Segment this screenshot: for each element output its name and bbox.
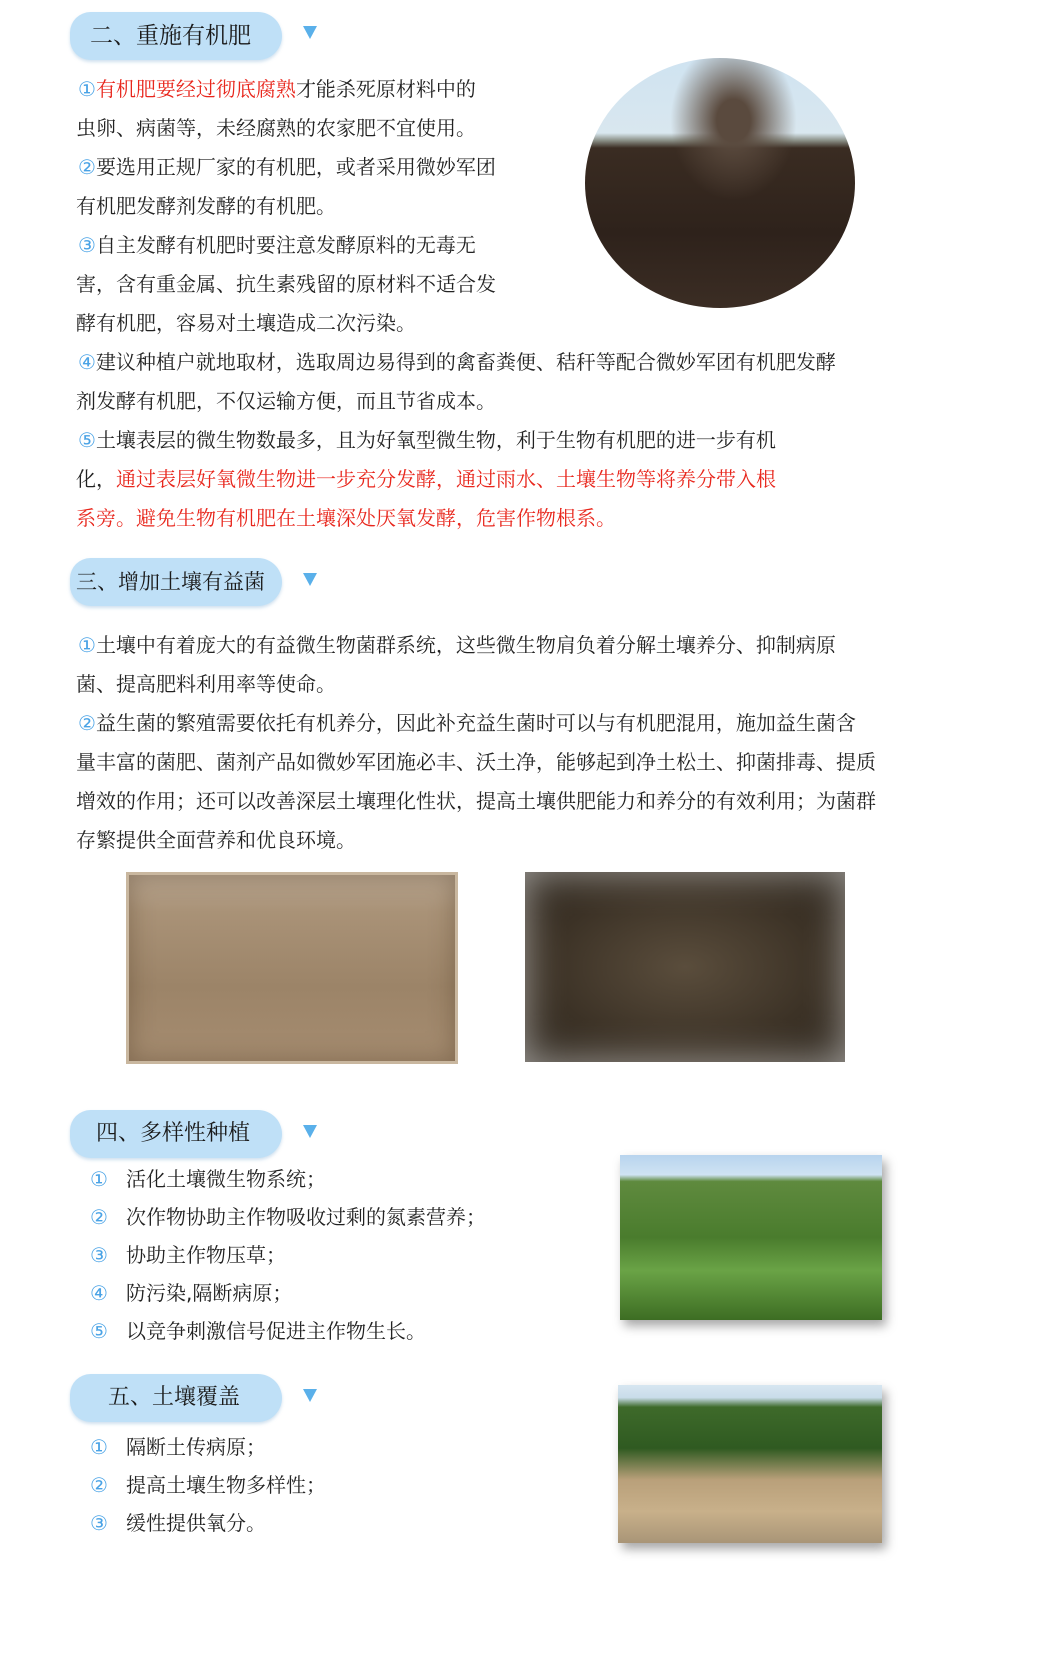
list-item: ① 隔断土传病原； — [90, 1435, 266, 1459]
list-item: ② 次作物协助主作物吸收过剩的氮素营养； — [90, 1205, 486, 1229]
triangle-down-icon — [303, 26, 317, 39]
highlight-text: 有机肥要经过彻底腐熟 — [95, 77, 296, 101]
triangle-down-icon — [303, 1389, 317, 1402]
mulched-soil-image — [618, 1385, 882, 1543]
num-1: ① — [78, 77, 96, 101]
triangle-down-icon — [303, 573, 317, 586]
section-2-title: 二、重施有机肥 — [90, 23, 251, 49]
list-item: ② 提高土壤生物多样性； — [90, 1473, 326, 1497]
compost-pile-image — [585, 58, 855, 308]
list-item: ① 活化土壤微生物系统； — [90, 1167, 326, 1191]
list-item: ③ 协助主作物压草； — [90, 1243, 286, 1267]
section-3-text: ①土壤中有着庞大的有益微生物菌群系统，这些微生物肩负着分解土壤养分、抑制病原 菌、提高肥料利用率等使命。 ②益生菌的繁殖需要依托有机养分，因此补充益生菌时可以与有机肥混用，施加益生菌含 量丰富的菌肥、菌剂产品如微妙军团施必丰、沃土净，能够起到净土松土、抑菌排毒、提质 增效的作用；还可以改善深层土壤理化性状，提高土壤供肥能力和养分的有效利用；为菌群 存繁提供全面营养和优良环境。 — [76, 633, 876, 852]
section-2-text-top: ①有机肥要经过彻底腐熟才能杀死原材料中的 虫卵、病菌等，未经腐熟的农家肥不宜使用。 ②要选用正规厂家的有机肥，或者采用微妙军团 有机肥发酵剂发酵的有机肥。 ③自主发酵有机肥时要注意发酵原料的无毒无 害，含有重金属、抗生素残留的原材料不适合发 酵有机肥，容易对土壤造成二次污染。 ④建议种植户就地取材，选取周边易得到的禽畜粪便、秸秆等配合微妙军团有机肥发酵 剂发酵有机肥，不仅运输方便，而且节省成本。 ⑤土壤表层的微生物数最多，且为好氧型微生物，利于生物有机肥的进一步有机 化，通过表层好氧微生物进一步充分发酵，通过雨水、土壤生物等将养分带入根 系旁。避免生物有机肥在土壤深处厌氧发酵，危害作物根系。 — [76, 77, 836, 530]
soil-closeup-image — [525, 872, 845, 1062]
tilled-soil-image — [126, 872, 458, 1064]
section-5-title: 五、土壤覆盖 — [108, 1385, 241, 1410]
list-item: ③ 缓性提供氧分。 — [90, 1511, 266, 1535]
section-4-title: 四、多样性种植 — [96, 1121, 251, 1146]
list-item: ⑤ 以竞争刺激信号促进主作物生长。 — [90, 1319, 426, 1343]
section-3-title: 三、增加土壤有益菌 — [76, 570, 265, 594]
list-item: ④ 防污染,隔断病原； — [90, 1281, 293, 1305]
triangle-down-icon — [303, 1125, 317, 1138]
intercropping-field-image — [620, 1155, 882, 1320]
